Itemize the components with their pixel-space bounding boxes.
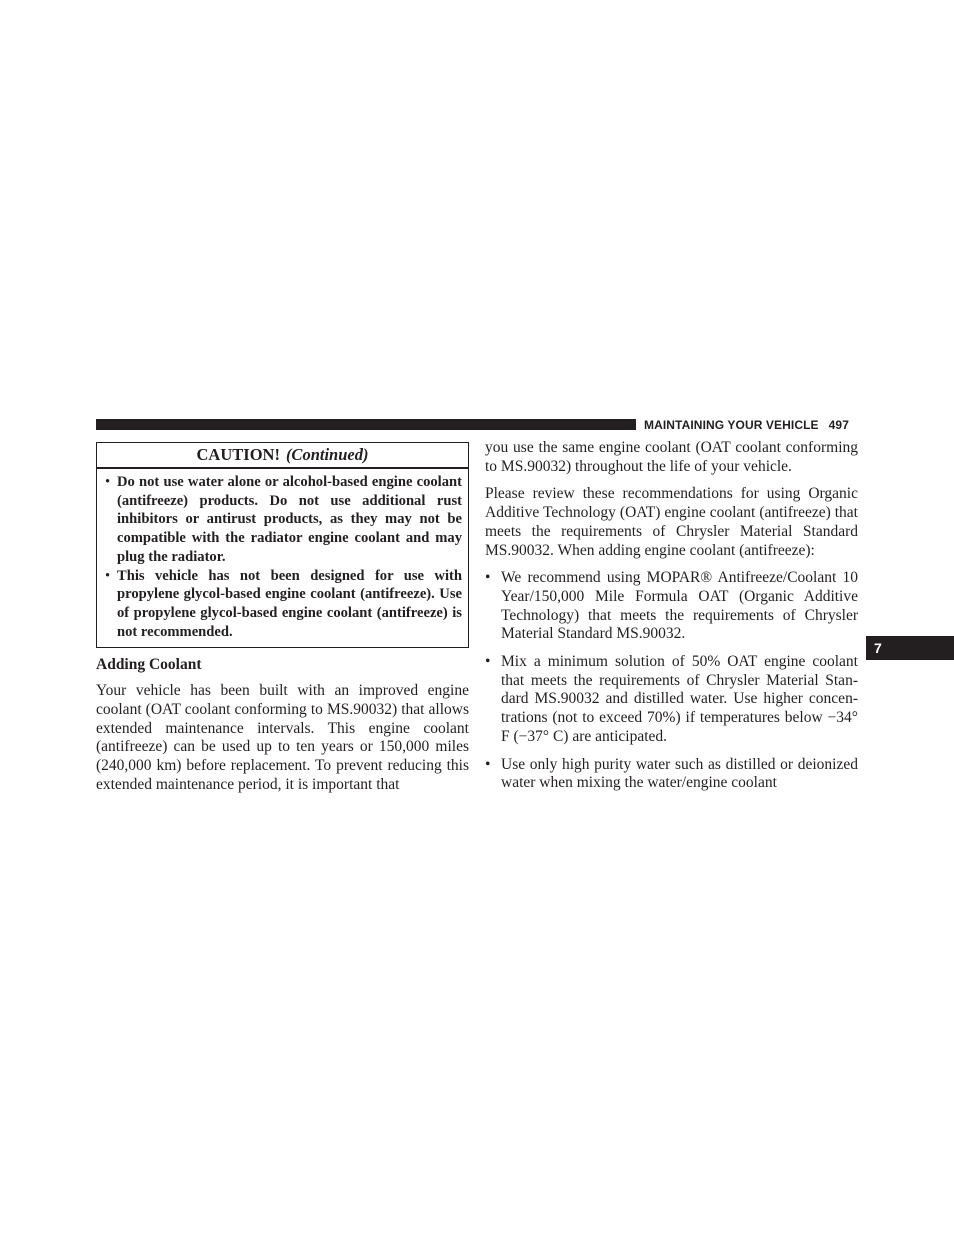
section-title: MAINTAINING YOUR VEHICLE bbox=[644, 418, 819, 432]
recommendation-item: • Use only high purity water such as distilled or deionized water when mixing the water/engine coolant bbox=[485, 756, 858, 793]
header-rule bbox=[96, 419, 636, 430]
caution-continued: (Continued) bbox=[285, 445, 369, 464]
body-paragraph: Your vehicle has been built with an improved engine coolant (OAT coolant conforming to MS.90032) that allows extended maintenance intervals. This engine coolant (antifreeze) can be used up to ten years or 150,000 miles (240,000 km) before replacement. To prevent reducing this extended maintenance period, it is important that bbox=[96, 682, 469, 793]
caution-title bbox=[97, 443, 468, 469]
caution-item: • Do not use water alone or alcohol-based engine coolant (antifreeze) products. Do not use additional rust inhibitors or antirust products, as they may not be compatible with the radiator engine coolant and may plug the radiator. bbox=[103, 473, 462, 567]
caution-label: CAUTION! bbox=[196, 445, 280, 464]
running-header bbox=[644, 416, 860, 434]
right-column bbox=[485, 439, 858, 793]
continued-paragraph: you use the same engine coolant (OAT coolant conforming to MS.90032) throughout the life of your vehicle. bbox=[485, 439, 858, 475]
caution-item: • This vehicle has not been designed for use with propylene glycol-based engine coolant (antifreeze). Use of propylene glycol-based engine coolant (antifreeze) is not recommended. bbox=[103, 567, 462, 642]
chapter-number: 7 bbox=[874, 640, 882, 656]
intro-paragraph: Please review these recommendations for using Organic Additive Technology (OAT) engine coolant (antifreeze) that meets the requirements of Chrysler Material Standard MS.90032. When adding engine coolant (antifreeze): bbox=[485, 485, 858, 559]
page-number: 497 bbox=[828, 418, 849, 432]
recommendation-list bbox=[485, 569, 858, 793]
caution-box bbox=[96, 442, 469, 648]
chapter-tab bbox=[866, 636, 954, 660]
recommendation-item: • We recommend using MOPAR® Antifreeze/Coolant 10 Year/150,000 Mile Formula OAT (Organic Additive Technology) that meets the requirements of Chrysler Material Standard MS.90032. bbox=[485, 569, 858, 644]
section-subheading: Adding Coolant bbox=[96, 656, 202, 674]
left-column bbox=[96, 442, 469, 795]
caution-list bbox=[97, 469, 468, 647]
recommendation-item: • Mix a minimum solution of 50% OAT engine coolant that meets the requirements of Chrysler Material Standard MS.90032 and distilled water. Use higher concentrations (not to exceed 70%) if temperatures below −34° F (−37° C) are anticipated. bbox=[485, 653, 858, 747]
